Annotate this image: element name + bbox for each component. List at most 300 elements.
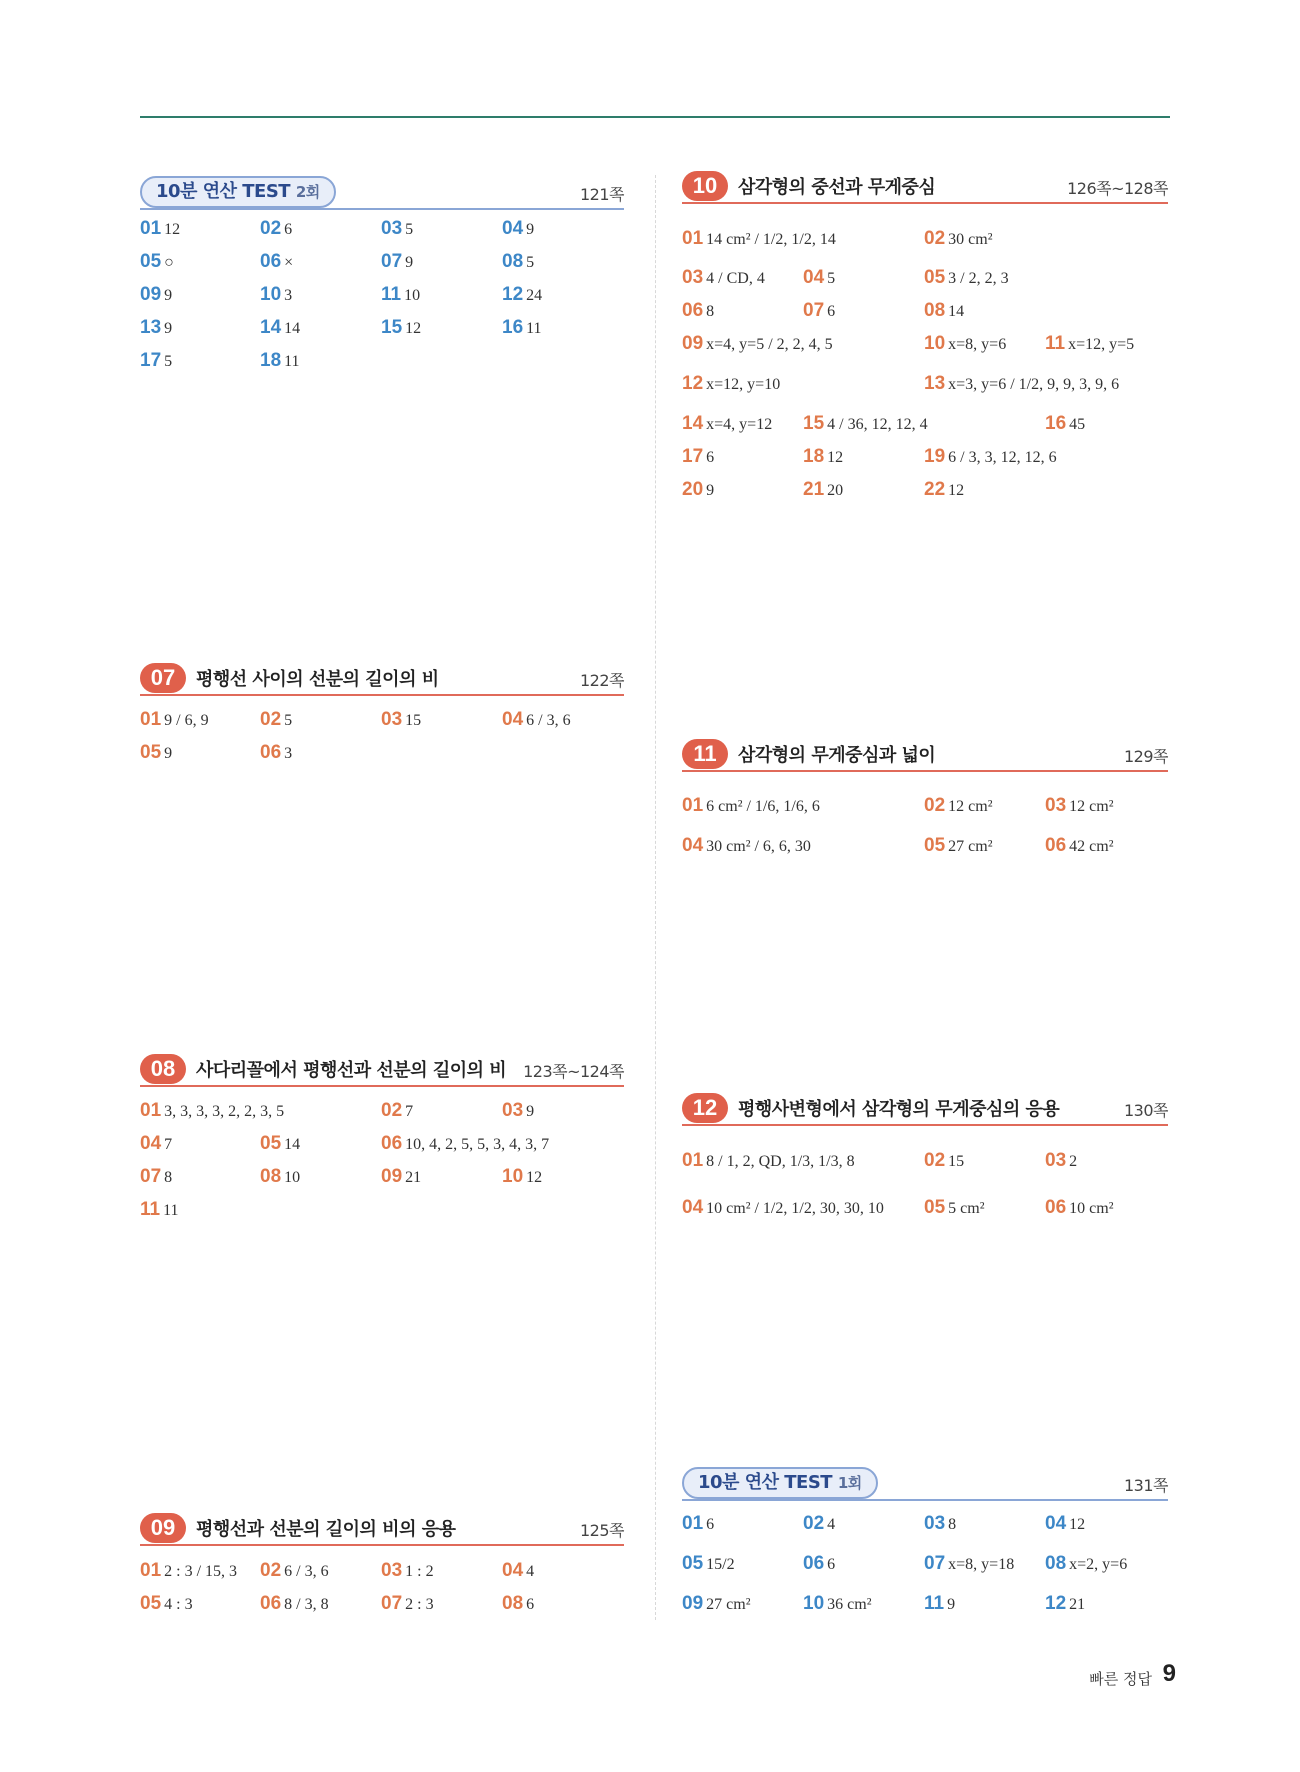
answer-value: 12	[164, 221, 181, 238]
answer-item	[924, 479, 964, 501]
test-pill-round: 1회	[837, 1474, 862, 1492]
answer-value: x=3, y=6 / 1/2, 9, 9, 3, 9, 6	[948, 376, 1120, 393]
answer-number: 11	[381, 284, 402, 305]
answer-number: 21	[803, 479, 825, 500]
answer-item	[502, 1100, 534, 1122]
section-09	[140, 1512, 624, 1546]
answer-number: 04	[502, 218, 524, 239]
answer-item	[381, 1133, 549, 1155]
answer-item	[924, 1150, 964, 1172]
answer-item	[924, 228, 992, 250]
answer-number: 20	[682, 479, 704, 500]
top-rule	[140, 116, 1170, 118]
answer-value: 7	[405, 1103, 414, 1120]
answer-number: 15	[381, 317, 403, 338]
answer-number: 07	[381, 251, 403, 272]
answer-value: 3	[284, 287, 293, 304]
answer-item	[924, 267, 1009, 289]
answer-value: 8 / 1, 2, QD, 1/3, 1/3, 8	[706, 1153, 855, 1170]
answer-item	[502, 1560, 534, 1582]
answer-item	[260, 218, 292, 240]
answer-value: 4	[526, 1563, 535, 1580]
answer-number: 07	[924, 1553, 946, 1574]
answer-number: 06	[1045, 1197, 1067, 1218]
answer-value: 45	[1069, 416, 1086, 433]
section-11	[682, 738, 1168, 772]
answer-number: 10	[924, 333, 946, 354]
answer-value: 11	[284, 353, 300, 370]
answer-number: 03	[1045, 1150, 1067, 1171]
answer-value: 6	[284, 221, 293, 238]
answer-number: 19	[924, 446, 946, 467]
column-divider	[655, 175, 656, 1620]
answer-value: 12	[948, 482, 965, 499]
answer-value: x=12, y=5	[1068, 336, 1135, 353]
answer-number: 10	[260, 284, 282, 305]
section-10	[682, 170, 1168, 204]
answer-value: 6	[706, 1516, 715, 1533]
page-ref: 129쪽	[1124, 747, 1168, 766]
answer-value: 12	[526, 1169, 543, 1186]
answer-item	[803, 479, 843, 501]
answer-value: 12 cm²	[1069, 798, 1114, 815]
page-ref: 121쪽	[580, 185, 624, 204]
answer-number: 07	[381, 1593, 403, 1614]
answer-value: 30 cm²	[948, 231, 993, 248]
answer-value: 4 / 36, 12, 12, 4	[827, 416, 928, 433]
test-pill-label: 10분 연산 TEST	[698, 1472, 838, 1493]
answer-number: 08	[502, 1593, 524, 1614]
answer-number: 06	[1045, 835, 1067, 856]
answer-number: 03	[502, 1100, 524, 1121]
answer-item	[381, 1100, 413, 1122]
answer-item	[1045, 413, 1085, 435]
section-title: 사다리꼴에서 평행선과 선분의 길이의 비	[196, 1060, 507, 1081]
answer-number: 13	[140, 317, 162, 338]
answer-item	[260, 251, 293, 273]
answer-number: 04	[502, 1560, 524, 1581]
answer-item	[1045, 835, 1113, 857]
answer-item	[381, 251, 413, 273]
answer-value: 36 cm²	[827, 1596, 872, 1613]
page-number: 9	[1162, 1660, 1176, 1687]
answer-number: 17	[682, 446, 704, 467]
page-ref: 131쪽	[1124, 1476, 1168, 1495]
answer-number: 03	[682, 267, 704, 288]
answer-value: 10	[284, 1169, 301, 1186]
answer-number: 12	[682, 373, 704, 394]
answer-value: 42 cm²	[1069, 838, 1114, 855]
answer-item	[803, 267, 835, 289]
test-pill-label: 10분 연산 TEST	[156, 181, 296, 202]
answer-number: 04	[1045, 1513, 1067, 1534]
answer-item	[381, 284, 420, 306]
section-title: 삼각형의 무게중심과 넓이	[738, 745, 936, 766]
answer-value: 9	[164, 287, 173, 304]
answer-number: 11	[140, 1199, 161, 1220]
section-header	[682, 1092, 1168, 1126]
answer-value: 12 cm²	[948, 798, 993, 815]
answer-item	[1045, 1197, 1113, 1219]
answer-item	[803, 413, 928, 435]
answer-item	[682, 1197, 884, 1219]
answer-value: 30 cm² / 6, 6, 30	[706, 838, 811, 855]
answer-number: 03	[381, 218, 403, 239]
answer-value: 5 cm²	[948, 1200, 985, 1217]
answer-number: 12	[502, 284, 524, 305]
section-badge: 08	[140, 1054, 186, 1084]
answer-item	[260, 1560, 329, 1582]
answer-item	[381, 709, 421, 731]
answer-number: 11	[924, 1593, 945, 1614]
section-title: 삼각형의 중선과 무게중심	[738, 177, 936, 198]
answer-value: 9	[164, 320, 173, 337]
answer-item	[140, 1593, 193, 1615]
answer-value: x=8, y=18	[948, 1556, 1015, 1573]
answer-item	[803, 300, 835, 322]
answer-number: 03	[381, 709, 403, 730]
test-pill-round: 2회	[295, 183, 320, 201]
answer-item	[502, 284, 542, 306]
answer-item	[140, 317, 172, 339]
answer-value: 4 : 3	[164, 1596, 193, 1613]
answer-number: 05	[924, 1197, 946, 1218]
answer-item	[682, 228, 836, 250]
answer-value: 9	[164, 745, 173, 762]
answer-number: 02	[924, 1150, 946, 1171]
answer-item	[140, 1560, 237, 1582]
answer-number: 14	[682, 413, 704, 434]
section-title: 평행선 사이의 선분의 길이의 비	[196, 669, 439, 690]
answer-value: 27 cm²	[948, 838, 993, 855]
answer-item	[140, 350, 172, 372]
answer-number: 04	[502, 709, 524, 730]
answer-value: 21	[1069, 1596, 1086, 1613]
answer-value: 10, 4, 2, 5, 5, 3, 4, 3, 7	[405, 1136, 550, 1153]
answer-number: 02	[260, 218, 282, 239]
page-ref: 125쪽	[580, 1521, 624, 1540]
section-header	[140, 1053, 624, 1087]
answer-value: x=12, y=10	[706, 376, 781, 393]
answer-value: 3, 3, 3, 3, 2, 2, 3, 5	[164, 1103, 285, 1120]
answer-value: 6 / 3, 3, 12, 12, 6	[948, 449, 1057, 466]
answer-item	[924, 446, 1057, 468]
answer-number: 01	[140, 218, 162, 239]
answer-item	[140, 709, 209, 731]
test-pill	[140, 176, 336, 208]
answer-number: 12	[1045, 1593, 1067, 1614]
answer-item	[1045, 1150, 1077, 1172]
answer-value: 6	[827, 1556, 836, 1573]
answer-number: 09	[381, 1166, 403, 1187]
answer-value: 9	[526, 1103, 535, 1120]
answer-number: 05	[924, 835, 946, 856]
answer-value: 2 : 3	[405, 1596, 434, 1613]
section-test-1	[682, 1467, 1168, 1501]
answer-item	[682, 1513, 714, 1535]
answer-item	[502, 251, 534, 273]
answer-item	[140, 742, 172, 764]
answer-number: 02	[803, 1513, 825, 1534]
answer-value: 6 / 3, 6	[526, 712, 571, 729]
answer-number: 05	[140, 1593, 162, 1614]
test-pill	[682, 1467, 878, 1499]
answer-value: x=4, y=5 / 2, 2, 4, 5	[706, 336, 833, 353]
answer-value: ○	[164, 254, 174, 271]
answer-item	[140, 1133, 172, 1155]
answer-number: 01	[140, 1560, 162, 1581]
answer-item	[682, 795, 820, 817]
answer-item	[803, 1593, 871, 1615]
answer-number: 01	[682, 1513, 704, 1534]
answer-number: 01	[682, 795, 704, 816]
answer-value: 6 cm² / 1/6, 1/6, 6	[706, 798, 820, 815]
answer-item	[924, 333, 1006, 355]
answer-value: 2	[1069, 1153, 1078, 1170]
answer-value: 24	[526, 287, 543, 304]
answer-item	[502, 317, 542, 339]
answer-value: 9 / 6, 9	[164, 712, 209, 729]
answer-value: 6	[526, 1596, 535, 1613]
answer-number: 01	[140, 709, 162, 730]
answer-value: 5	[526, 254, 535, 271]
answer-number: 05	[140, 742, 162, 763]
answer-number: 01	[682, 228, 704, 249]
answer-number: 06	[260, 251, 282, 272]
answer-item	[1045, 333, 1134, 355]
answer-item	[140, 1166, 172, 1188]
answer-value: 12	[405, 320, 422, 337]
answer-number: 09	[682, 1593, 704, 1614]
answer-value: 15	[948, 1153, 965, 1170]
answer-item	[502, 218, 534, 240]
answer-number: 10	[803, 1593, 825, 1614]
answer-number: 08	[1045, 1553, 1067, 1574]
answer-number: 10	[502, 1166, 524, 1187]
answer-value: 20	[827, 482, 844, 499]
answer-number: 01	[140, 1100, 162, 1121]
answer-value: 15/2	[706, 1556, 735, 1573]
answer-number: 09	[140, 284, 162, 305]
answer-item	[924, 1513, 956, 1535]
answer-number: 11	[1045, 333, 1066, 354]
answer-item	[682, 1553, 735, 1575]
answer-value: 6 / 3, 6	[284, 1563, 329, 1580]
answer-number: 03	[1045, 795, 1067, 816]
answer-item	[682, 1150, 855, 1172]
answer-item	[260, 317, 300, 339]
answer-value: 12	[827, 449, 844, 466]
answer-item	[381, 1593, 434, 1615]
answer-value: 3	[284, 745, 293, 762]
section-07	[140, 662, 624, 696]
answer-item	[260, 1593, 329, 1615]
section-header	[140, 662, 624, 696]
section-header	[682, 1467, 1168, 1501]
answer-value: 8	[164, 1169, 173, 1186]
answer-number: 18	[260, 350, 282, 371]
answer-number: 08	[502, 251, 524, 272]
answer-item	[1045, 1513, 1085, 1535]
answer-item	[381, 1560, 434, 1582]
answer-item	[803, 446, 843, 468]
answer-value: ×	[284, 254, 294, 271]
answer-item	[682, 373, 780, 395]
answer-item	[1045, 1593, 1085, 1615]
answer-value: 27 cm²	[706, 1596, 751, 1613]
answer-number: 04	[682, 835, 704, 856]
answer-number: 15	[803, 413, 825, 434]
answer-item	[924, 1553, 1014, 1575]
answer-item	[924, 795, 992, 817]
answer-number: 02	[924, 228, 946, 249]
answer-item	[924, 1593, 955, 1615]
answer-number: 14	[260, 317, 282, 338]
page-ref: 130쪽	[1124, 1101, 1168, 1120]
answer-number: 13	[924, 373, 946, 394]
answer-value: 10 cm² / 1/2, 1/2, 30, 30, 10	[706, 1200, 884, 1217]
answer-item	[502, 1593, 534, 1615]
answer-item	[682, 835, 811, 857]
section-test-2	[140, 176, 624, 210]
answer-number: 09	[682, 333, 704, 354]
answer-item	[1045, 1553, 1127, 1575]
answer-number: 22	[924, 479, 946, 500]
answer-value: 8	[706, 303, 715, 320]
answer-item	[140, 1199, 179, 1221]
answer-item	[381, 1166, 421, 1188]
answer-item	[682, 333, 833, 355]
page-ref: 126쪽~128쪽	[1067, 179, 1168, 198]
answer-item	[1045, 795, 1113, 817]
answer-number: 06	[260, 1593, 282, 1614]
answer-value: 4 / CD, 4	[706, 270, 765, 287]
page-ref: 122쪽	[580, 671, 624, 690]
answer-number: 05	[924, 267, 946, 288]
answer-item	[140, 251, 174, 273]
answer-number: 03	[924, 1513, 946, 1534]
answer-value: 5	[164, 353, 173, 370]
answer-item	[803, 1513, 835, 1535]
answer-value: 9	[405, 254, 414, 271]
answer-value: 5	[827, 270, 836, 287]
answer-value: 7	[164, 1136, 173, 1153]
answer-value: 6	[706, 449, 715, 466]
answer-number: 04	[140, 1133, 162, 1154]
answer-value: 11	[163, 1202, 179, 1219]
answer-item	[381, 218, 413, 240]
answer-value: x=4, y=12	[706, 416, 773, 433]
answer-number: 02	[260, 709, 282, 730]
answer-value: 11	[526, 320, 542, 337]
section-08	[140, 1053, 624, 1087]
answer-value: 5	[405, 221, 414, 238]
section-badge: 12	[682, 1093, 728, 1123]
answer-item	[924, 300, 964, 322]
answer-item	[682, 479, 714, 501]
answer-number: 08	[260, 1166, 282, 1187]
answer-item	[260, 1166, 300, 1188]
answer-value: x=8, y=6	[948, 336, 1007, 353]
answer-value: 14 cm² / 1/2, 1/2, 14	[706, 231, 836, 248]
section-badge: 11	[682, 739, 728, 769]
answer-number: 07	[803, 300, 825, 321]
section-12	[682, 1092, 1168, 1126]
answer-number: 08	[924, 300, 946, 321]
answer-number: 16	[1045, 413, 1067, 434]
answer-item	[924, 373, 1119, 395]
answer-item	[502, 709, 571, 731]
answer-value: 14	[284, 1136, 301, 1153]
section-title: 평행선과 선분의 길이의 비의 응용	[196, 1519, 456, 1540]
answer-number: 06	[682, 300, 704, 321]
answer-value: 8	[948, 1516, 957, 1533]
answer-item	[260, 742, 292, 764]
answer-value: 3 / 2, 2, 3	[948, 270, 1009, 287]
answer-number: 06	[260, 742, 282, 763]
page-ref: 123쪽~124쪽	[523, 1062, 624, 1081]
answer-value: 9	[526, 221, 535, 238]
answer-value: 9	[706, 482, 715, 499]
answer-item	[260, 1133, 300, 1155]
section-badge: 07	[140, 663, 186, 693]
answer-value: 14	[948, 303, 965, 320]
answer-value: x=2, y=6	[1069, 1556, 1128, 1573]
answer-item	[381, 317, 421, 339]
answer-item	[682, 446, 714, 468]
answer-number: 16	[502, 317, 524, 338]
answer-item	[924, 835, 992, 857]
answer-item	[140, 218, 180, 240]
answer-value: 5	[284, 712, 293, 729]
answer-number: 02	[381, 1100, 403, 1121]
answer-number: 17	[140, 350, 162, 371]
answer-value: 15	[405, 712, 422, 729]
answer-number: 07	[140, 1166, 162, 1187]
section-badge: 09	[140, 1513, 186, 1543]
answer-value: 6	[827, 303, 836, 320]
answer-number: 04	[803, 267, 825, 288]
answer-item	[682, 267, 765, 289]
answer-item	[682, 413, 772, 435]
answer-value: 21	[405, 1169, 422, 1186]
answer-number: 06	[381, 1133, 403, 1154]
answer-number: 05	[140, 251, 162, 272]
answer-value: 1 : 2	[405, 1563, 434, 1580]
answer-item	[803, 1553, 835, 1575]
answer-item	[682, 1593, 750, 1615]
section-header	[682, 738, 1168, 772]
answer-item	[260, 350, 300, 372]
answer-value: 12	[1069, 1516, 1086, 1533]
answer-item	[260, 284, 292, 306]
answer-number: 05	[260, 1133, 282, 1154]
answer-value: 8 / 3, 8	[284, 1596, 329, 1613]
answer-item	[260, 709, 292, 731]
answer-value: 4	[827, 1516, 836, 1533]
answer-number: 02	[924, 795, 946, 816]
section-title: 평행사변형에서 삼각형의 무게중심의 응용	[738, 1099, 1060, 1120]
answer-value: 14	[284, 320, 301, 337]
answer-item	[682, 300, 714, 322]
section-header	[682, 170, 1168, 204]
footer-label: 빠른 정답	[1089, 1670, 1152, 1688]
answer-number: 02	[260, 1560, 282, 1581]
answer-number: 01	[682, 1150, 704, 1171]
answer-item	[924, 1197, 984, 1219]
answer-value: 10 cm²	[1069, 1200, 1114, 1217]
answer-number: 18	[803, 446, 825, 467]
